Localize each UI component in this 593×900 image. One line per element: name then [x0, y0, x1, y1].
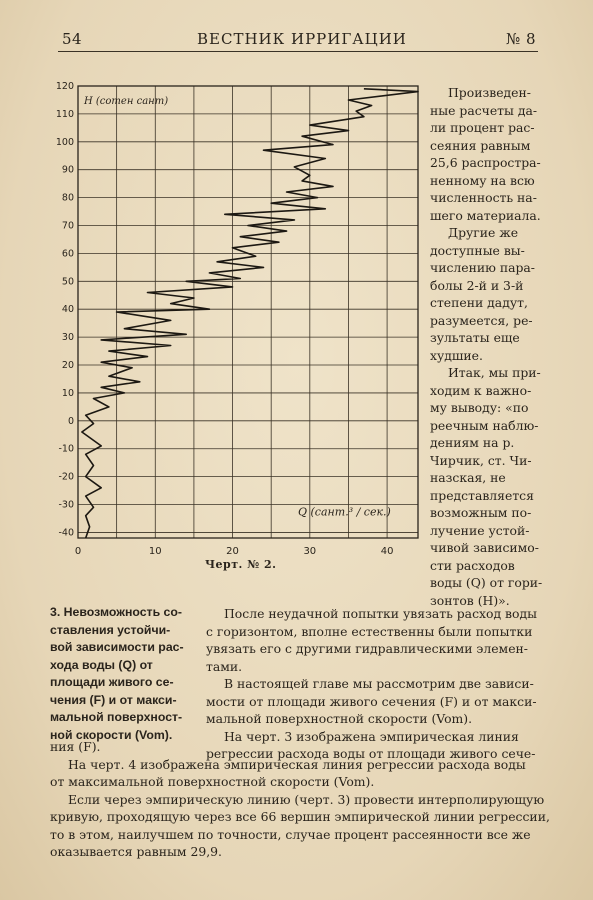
- text-line: зонтов (H)».: [430, 592, 510, 608]
- text-line: тами.: [206, 658, 243, 674]
- journal-title: ВЕСТНИК ИРРИГАЦИИ: [197, 30, 407, 48]
- text-line: ли процент рас-: [430, 120, 535, 135]
- text-line: сеяния равным: [430, 137, 531, 153]
- x-tick-label: 40: [380, 546, 394, 557]
- y-tick-label: 70: [61, 220, 74, 232]
- text-line: На черт. 4 изображена эмпирическая линия регрессии расхода воды: [68, 756, 526, 772]
- text-line: кривую, проходящую через все 66 вершин эмпирической линии регрессии,: [50, 809, 550, 824]
- text-line: оказывается равным 29,9.: [50, 844, 222, 859]
- text-line: ставления устойчи-: [50, 622, 171, 637]
- series-line: [82, 89, 418, 538]
- y-axis-label: H (сотен сант): [84, 96, 169, 107]
- text-line: увязать его с другими гидравлическими элемен-: [206, 641, 528, 656]
- text-line: Произведен-: [448, 85, 531, 100]
- text-line: дениям на р.: [430, 435, 515, 450]
- text-line: болы 2-й и 3-й: [430, 277, 524, 293]
- text-line: После неудачной попытки увязать расход воды: [224, 606, 537, 621]
- text-line: 3. Невозможность со-: [50, 605, 183, 619]
- y-tick-label: 0: [67, 415, 74, 427]
- x-axis-label: Q (сант.³ / сек.): [298, 505, 391, 519]
- y-tick-label: 100: [55, 136, 74, 148]
- body-text-full: [50, 738, 552, 861]
- text-line: мости от площади живого сечения (F) и от макси-: [206, 693, 537, 709]
- text-line: ные расчеты да-: [430, 102, 538, 118]
- text-line: му выводу: «по: [430, 400, 529, 415]
- text-line: доступные вы-: [430, 242, 525, 258]
- text-line: степени дадут,: [430, 295, 528, 310]
- y-tick-label: 50: [61, 276, 74, 288]
- text-line: Итак, мы при-: [448, 365, 541, 380]
- text-line: В настоящей главе мы рассмотрим две зависи-: [224, 676, 534, 691]
- text-line: с горизонтом, вполне естественны были попытки: [206, 623, 533, 639]
- text-line: воды (Q) от гори-: [430, 575, 543, 590]
- section-heading: [50, 604, 200, 744]
- text-line: вой зависимости рас-: [50, 640, 184, 654]
- text-line: числению пара-: [430, 260, 535, 275]
- chart-figure: [48, 72, 428, 562]
- text-line: Чирчик, ст. Чи-: [430, 452, 532, 468]
- y-tick-label: 30: [61, 332, 74, 344]
- text-line: лучение устой-: [430, 522, 530, 538]
- text-line: 25,6 распростра-: [430, 155, 541, 170]
- y-tick-label: -10: [58, 443, 74, 455]
- y-tick-label: 10: [61, 387, 74, 399]
- text-line: мальной поверхност-: [50, 710, 183, 724]
- y-tick-label: 20: [61, 360, 74, 372]
- y-tick-label: -20: [58, 471, 74, 483]
- y-tick-label: 40: [61, 304, 74, 316]
- text-line: зультаты еще: [430, 330, 520, 345]
- text-line: хода воды (Q) от: [50, 657, 153, 672]
- text-line: Другие же: [448, 225, 519, 240]
- y-tick-label: 90: [61, 164, 74, 176]
- text-line: численность на-: [430, 190, 537, 205]
- text-line: чения (F) и от макси-: [50, 692, 177, 707]
- text-line: представляется: [430, 487, 534, 503]
- chart-svg: [48, 72, 428, 562]
- x-tick-label: 0: [74, 546, 82, 557]
- header-rule: [58, 51, 538, 52]
- text-line: назская, не: [430, 470, 506, 485]
- x-tick-label: 30: [303, 546, 317, 557]
- x-tick-label: 10: [148, 546, 162, 557]
- text-line: ненному на всю: [430, 172, 535, 188]
- text-line: шего материала.: [430, 207, 541, 223]
- chart-caption: Черт. № 2.: [205, 558, 277, 571]
- text-line: ной скорости (Vom).: [50, 727, 173, 742]
- text-line: реечным наблю-: [430, 417, 539, 433]
- page-number: 54: [62, 30, 83, 48]
- text-line: то в этом, наилучшем по точности, случае процент рассеянности все же: [50, 826, 531, 842]
- y-tick-label: 60: [61, 248, 74, 260]
- y-tick-label: 120: [55, 81, 74, 92]
- text-line: мальной поверхностной скорости (Vom).: [206, 711, 473, 726]
- y-tick-label: -40: [58, 527, 74, 539]
- x-tick-label: 20: [226, 546, 239, 557]
- text-line: Если через эмпирическую линию (черт. 3) провести интерполирующую: [68, 791, 545, 807]
- issue-number: № 8: [505, 30, 536, 48]
- running-head: [62, 30, 536, 52]
- text-line: от максимальной поверхностной скорости (Vom).: [50, 774, 375, 789]
- text-line: На черт. 3 изображена эмпирическая линия: [224, 728, 519, 744]
- y-tick-label: 110: [55, 108, 74, 120]
- text-line: регрессии расхода воды от площади живого сече-: [206, 746, 536, 761]
- text-line: разумеется, ре-: [430, 312, 533, 328]
- text-line: площади живого се-: [50, 675, 174, 689]
- y-tick-label: -30: [58, 499, 74, 511]
- text-line: сти расходов: [430, 557, 515, 573]
- text-line: ния (F).: [50, 739, 101, 754]
- y-tick-label: 80: [61, 192, 74, 204]
- text-line: возможным по-: [430, 505, 532, 520]
- text-line: худшие.: [430, 347, 483, 363]
- side-column-text: [430, 84, 550, 609]
- text-line: ходим к важно-: [430, 382, 532, 398]
- text-line: чивой зависимо-: [430, 540, 539, 555]
